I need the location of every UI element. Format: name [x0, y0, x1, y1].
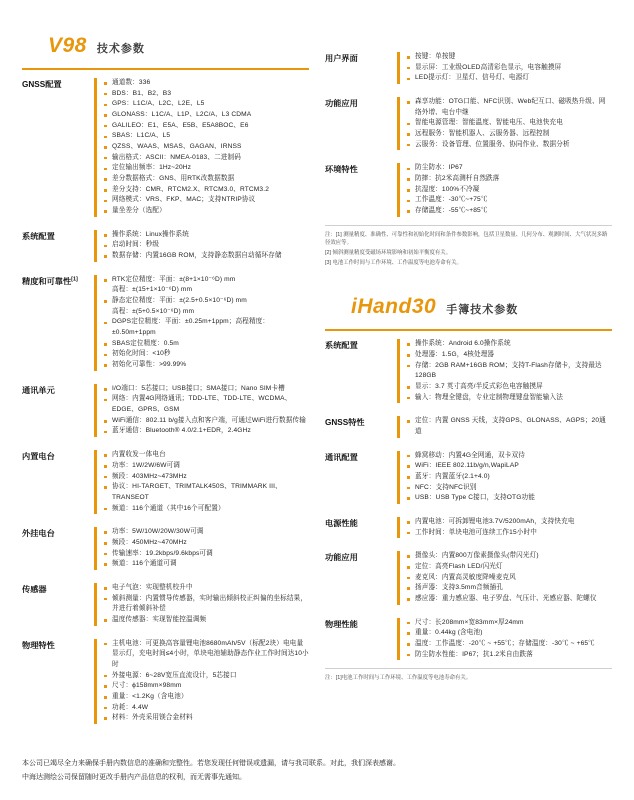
list-item: 麦克风：内置高灵敏度降噪麦克风 — [407, 573, 612, 584]
list-item: 森享功能：OTG口能、NFC识别、Web纪互口、磁吸热升级、网络外增、电台中继 — [407, 97, 612, 118]
list-item: SBAS定位精度：0.5m — [104, 339, 309, 350]
section-ihand-physical — [325, 618, 612, 661]
v98-subtitle: 技术参数 — [96, 43, 145, 55]
section-accent-bar — [397, 451, 400, 504]
section-body — [104, 639, 309, 724]
list-item: 尺寸：ϕ158mm×98mm — [104, 681, 309, 692]
list-item: 倾斜测量：内置惯导传感器，实时输出倾斜校正纠偏的坐标结果，并进行着倾斜补偿 — [104, 594, 309, 615]
note-line: [2] 倾斜测量精度受磁场环境影响和初始平衡度有关。 — [325, 249, 452, 256]
v98-notes — [325, 225, 612, 267]
spec-list — [407, 517, 612, 538]
list-item: 初始化时间：<10秒 — [104, 349, 309, 360]
list-item: 定位输出频率：1Hz~20Hz — [104, 163, 309, 174]
spec-list — [104, 384, 309, 437]
section-ihand-gnss — [325, 416, 612, 437]
section-accent-bar — [94, 639, 97, 724]
note-line: 注：[1]电池工作时间与工作环境、工作温度等电池寿命有关。 — [325, 675, 472, 682]
section-label: GNSS配置 — [22, 80, 62, 89]
page-footer — [22, 758, 612, 786]
section-accent-bar — [94, 384, 97, 437]
section-physical-characteristics — [22, 639, 309, 724]
section-accent-bar — [397, 339, 400, 403]
section-label: GNSS特性 — [325, 418, 365, 428]
spec-list — [407, 97, 612, 150]
left-column — [22, 34, 309, 731]
list-item: DGPS定位精度：平面：±0.25m+1ppm；高程精度：±0.50m+1ppm — [104, 317, 309, 338]
list-item: 防摔：抗2米高测杆自然跌落 — [407, 174, 612, 185]
section-accent-bar — [397, 517, 400, 538]
spec-list — [407, 551, 612, 604]
list-item: 工作温度：-30℃~+75℃ — [407, 195, 612, 206]
list-item: 外接电源：6~28V宽压直流设计，5芯接口 — [104, 671, 309, 682]
spec-list — [407, 451, 612, 504]
v98-title-row — [22, 34, 309, 58]
section-body — [104, 275, 309, 371]
list-item: 网络模式：VRS、FKP、MAC；支持NTRIP协议 — [104, 195, 309, 206]
section-body — [104, 78, 309, 217]
section-gnss-config — [22, 78, 309, 217]
section-label-text: 精度和可靠性 — [22, 276, 72, 286]
section-body — [104, 583, 309, 626]
section-accent-bar — [397, 52, 400, 84]
section-accent-bar — [397, 416, 400, 437]
list-item: 重量：0.44kg (含电池) — [407, 628, 612, 639]
list-item: 防尘防水性能：IP67；抗1.2米自由跌落 — [407, 650, 612, 661]
footer-line: 中海达测绘公司保留随时更改手册内产品信息的权利，而无需事先通知。 — [22, 773, 246, 781]
list-item: 定位：高亮Flash LED/闪光灯 — [407, 562, 612, 573]
ihand30-title-rule — [325, 329, 612, 331]
section-ihand-system-config — [325, 339, 612, 403]
list-item: 云服务：设备管理、位置服务、协同作业、数据分析 — [407, 140, 612, 151]
section-ihand-power — [325, 517, 612, 538]
list-item: 网络：内置4G网络通讯；TDD-LTE、TDD-LTE、WCDMA、EDGE、GPRS、GSM — [104, 394, 309, 415]
list-item: 功率：5W/10W/20W/30W可调 — [104, 527, 309, 538]
two-column-layout — [22, 34, 612, 731]
list-item: 量坐差分（选配） — [104, 206, 309, 217]
list-item: 操作系统：Android 6.0操作系统 — [407, 339, 612, 350]
list-item: 主机电池：可更换高容量锂电池8680mAh/5V（标配2块）电电量显示灯，充电时间≤4小时，单块电池辅助静态作业工作时间达10小时 — [104, 639, 309, 671]
list-item: 电子气泡：实现整机校升中 — [104, 583, 309, 594]
list-item: WiFi：IEEE 802.11b/g/n,WapiLAP — [407, 461, 612, 472]
right-column — [325, 34, 612, 684]
list-item: 远程服务：智能机器人、云服务器、远程控制 — [407, 129, 612, 140]
section-label: 环境特性 — [325, 165, 358, 175]
list-item: 通道数：336 — [104, 78, 309, 89]
section-accent-bar — [397, 97, 400, 150]
list-item: 协议：HI-TARGET、TRIMTALK450S、TRIMMARK III、TRANSEOT — [104, 482, 309, 503]
section-accent-bar — [94, 78, 97, 217]
list-item: 智能电源管理：智能温度、智能电压、电池快充电 — [407, 118, 612, 129]
note-line: [3] 电池工作时间与工作环境、工作温度等电池寿命有关。 — [325, 260, 462, 267]
section-label-sup: [1] — [71, 276, 78, 283]
section-label: 系统配置 — [22, 231, 55, 241]
list-item: LED提示灯：卫星灯、信号灯、电源灯 — [407, 73, 612, 84]
spec-list — [407, 618, 612, 661]
section-accent-bar — [94, 583, 97, 626]
section-body — [407, 163, 612, 216]
section-body — [407, 97, 612, 150]
list-item: 蓝牙：内置蓝牙(2.1+4.0) — [407, 472, 612, 483]
list-item: 输出格式：ASCII：NMEA-0183、二进制码 — [104, 153, 309, 164]
section-accent-bar — [397, 551, 400, 604]
list-item: 抗湿度：100%不冷凝 — [407, 185, 612, 196]
list-item: 差分支持：CMR、RTCM2.X、RTCM3.0、RTCM3.2 — [104, 185, 309, 196]
list-item: 存储：2GB RAM+16GB ROM；支持T-Flash存储卡，支持最达128GB — [407, 361, 612, 382]
list-item: GLONASS：L1C/A、L1P、L2C/A、L3 CDMA — [104, 110, 309, 121]
list-item: NFC：支持NFC识别 — [407, 483, 612, 494]
section-external-radio — [22, 527, 309, 570]
list-item: 温度：工作温度：-20℃ ~ +55℃；存储温度：-30℃ ~ +65℃ — [407, 639, 612, 650]
spec-list — [104, 450, 309, 514]
list-item: 静态定位精度：平面：±(2.5+0.5×10⁻⁶D) mm — [104, 296, 309, 307]
list-item: 重量：<1.2Kg（含电池） — [104, 692, 309, 703]
section-label — [22, 275, 94, 287]
section-accent-bar — [94, 450, 97, 514]
section-user-interface — [325, 52, 612, 84]
section-internal-radio — [22, 450, 309, 514]
list-item: GALILEO：E1、E5A、E5B、E5A8BOC、E6 — [104, 121, 309, 132]
section-accent-bar — [94, 275, 97, 371]
list-item: BDS：B1、B2、B3 — [104, 89, 309, 100]
list-item: 内置收发一体电台 — [104, 450, 309, 461]
list-item: 按键：单按键 — [407, 52, 612, 63]
list-item: SBAS：L1C/A、L5 — [104, 131, 309, 142]
section-accent-bar — [397, 618, 400, 661]
list-item: RTK定位精度：平面：±(8+1×10⁻⁶D) mm — [104, 275, 309, 286]
list-item: 蜂窝移动：内置4G全网通，双卡双待 — [407, 451, 612, 462]
list-item: WiFi通信：802.11 b/g接入点和客户端，可通过WiFi进行数据传输 — [104, 416, 309, 427]
list-item: 频道：116个通道可调 — [104, 559, 309, 570]
list-item: 温度传感器：实现智能控温调频 — [104, 615, 309, 626]
section-body — [104, 230, 309, 262]
section-body — [407, 451, 612, 504]
list-item: 功耗：4.4W — [104, 703, 309, 714]
list-item: 蓝牙通信：Bluetooth® 4.0/2.1+EDR，2.4GHz — [104, 426, 309, 437]
list-item: 输入：物理全键盘，专业定制物理键盘智能输入法 — [407, 393, 612, 404]
spec-list — [104, 527, 309, 570]
list-item: 初始化可靠性：>99.99% — [104, 360, 309, 371]
section-body — [407, 52, 612, 84]
list-item: 差分数据格式：GNS、用RTK改数据数据 — [104, 174, 309, 185]
spec-list — [407, 52, 612, 84]
list-item: 材料：外壳采用镁合金材料 — [104, 713, 309, 724]
section-function-application — [325, 97, 612, 150]
spec-list — [104, 583, 309, 626]
section-label: 电源性能 — [325, 518, 358, 528]
section-comm-unit — [22, 384, 309, 437]
list-item: 内置电池：可拆卸锂电池3.7V/5200mAh，支持快充电 — [407, 517, 612, 528]
spec-list — [104, 78, 309, 217]
section-sensors — [22, 583, 309, 626]
list-item: 处理器：1.5G，4核处理器 — [407, 350, 612, 361]
section-ihand-communication — [325, 451, 612, 504]
list-item: 扬声器：支持3.5mm音频插孔 — [407, 583, 612, 594]
spec-list — [104, 639, 309, 724]
list-item: QZSS、WAAS、MSAS、GAGAN、IRNSS — [104, 142, 309, 153]
section-body — [104, 384, 309, 437]
list-item: 操作系统：Linux操作系统 — [104, 230, 309, 241]
list-item: 感应器：重力感应器、电子罗盘、气压计、光感应器、陀螺仪 — [407, 594, 612, 605]
spec-list — [104, 275, 309, 371]
list-item: 传输速率：19.2kbps/9.6kbps可调 — [104, 549, 309, 560]
list-item: 存储温度：-55℃~+85℃ — [407, 206, 612, 217]
list-item: 尺寸：长208mm×宽83mm×厚24mm — [407, 618, 612, 629]
list-item: I/O端口：5芯接口；USB接口；SMA接口；Nano SIM卡槽 — [104, 384, 309, 395]
list-item: 数据存储：内置16GB ROM，支持静态数据自动循环存储 — [104, 251, 309, 262]
section-body — [407, 339, 612, 403]
spec-list — [407, 339, 612, 403]
spec-list — [407, 416, 612, 437]
list-item: GPS：L1C/A、L2C、L2E、L5 — [104, 99, 309, 110]
list-item: 高程：±(15+1×10⁻⁶D) mm — [112, 286, 193, 294]
section-body — [407, 517, 612, 538]
spec-list — [407, 163, 612, 216]
section-body — [407, 618, 612, 661]
list-item: 高程：±(5+0.5×10⁻⁶D) mm — [112, 307, 195, 315]
v98-brand-title: V98 — [48, 34, 87, 57]
list-item: 功率：1W/2W/6W可调 — [104, 461, 309, 472]
section-label: 内置电台 — [22, 452, 55, 462]
v98-title-rule — [22, 68, 309, 70]
section-body — [104, 527, 309, 570]
list-item: 工作时间：单块电池可连续工作15小时中 — [407, 528, 612, 539]
section-label: 系统配置 — [325, 341, 358, 351]
list-item: 频段：403MHz~473MHz — [104, 472, 309, 483]
list-item: 摄像头：内置800万像素摄像头(带闪光灯) — [407, 551, 612, 562]
ihand30-notes — [325, 668, 612, 682]
spec-list — [104, 230, 309, 262]
list-item: 频段：450MHz~470MHz — [104, 538, 309, 549]
list-item: 定位：内置 GNSS 天线，支持GPS、GLONASS、AGPS；20通道 — [407, 416, 612, 437]
list-item: USB：USB Type C接口，支持OTG功能 — [407, 493, 612, 504]
list-item: 显示屏：工业级OLED高清彩色显示，电容触摸屏 — [407, 63, 612, 74]
section-label: 物理特性 — [22, 640, 55, 650]
section-label: 功能应用 — [325, 99, 358, 109]
section-environmental — [325, 163, 612, 216]
section-accuracy-reliability — [22, 275, 309, 371]
list-item: 频道：116个通道（其中16个可配置） — [104, 504, 309, 515]
list-item: 启动时间：秒级 — [104, 240, 309, 251]
section-label: 通讯配置 — [325, 452, 358, 462]
section-body — [407, 416, 612, 437]
section-label: 功能应用 — [325, 553, 358, 563]
section-accent-bar — [94, 527, 97, 570]
list-item: 防尘防水：IP67 — [407, 163, 612, 174]
section-label: 用户界面 — [325, 54, 358, 63]
section-body — [407, 551, 612, 604]
note-line: 注：[1] 测量精度、准确性、可靠性和初始化时间和条件参数影响，包括卫星数量、几何分布、观测时间、大气状况多路径效应等。 — [325, 231, 608, 246]
section-label: 传感器 — [22, 584, 47, 594]
section-label: 通讯单元 — [22, 385, 55, 395]
footer-line: 本公司已竭尽全力来确保手册内数信息的准确和完整性。若您发现任何错误或遗漏，请与我司联系。对此，我们深表感谢。 — [22, 759, 400, 767]
section-label: 外挂电台 — [22, 529, 55, 539]
section-accent-bar — [94, 230, 97, 262]
section-ihand-function — [325, 551, 612, 604]
ihand30-brand-title: iHand30 — [351, 295, 437, 319]
section-accent-bar — [397, 163, 400, 216]
section-body — [104, 450, 309, 514]
section-system-config — [22, 230, 309, 262]
section-label: 物理性能 — [325, 619, 358, 629]
list-item: 显示：3.7 英寸高亮/半反式彩色电容触摸屏 — [407, 382, 612, 393]
ihand30-title-row — [325, 295, 612, 319]
ihand30-subtitle: 手簿技术参数 — [446, 304, 519, 317]
